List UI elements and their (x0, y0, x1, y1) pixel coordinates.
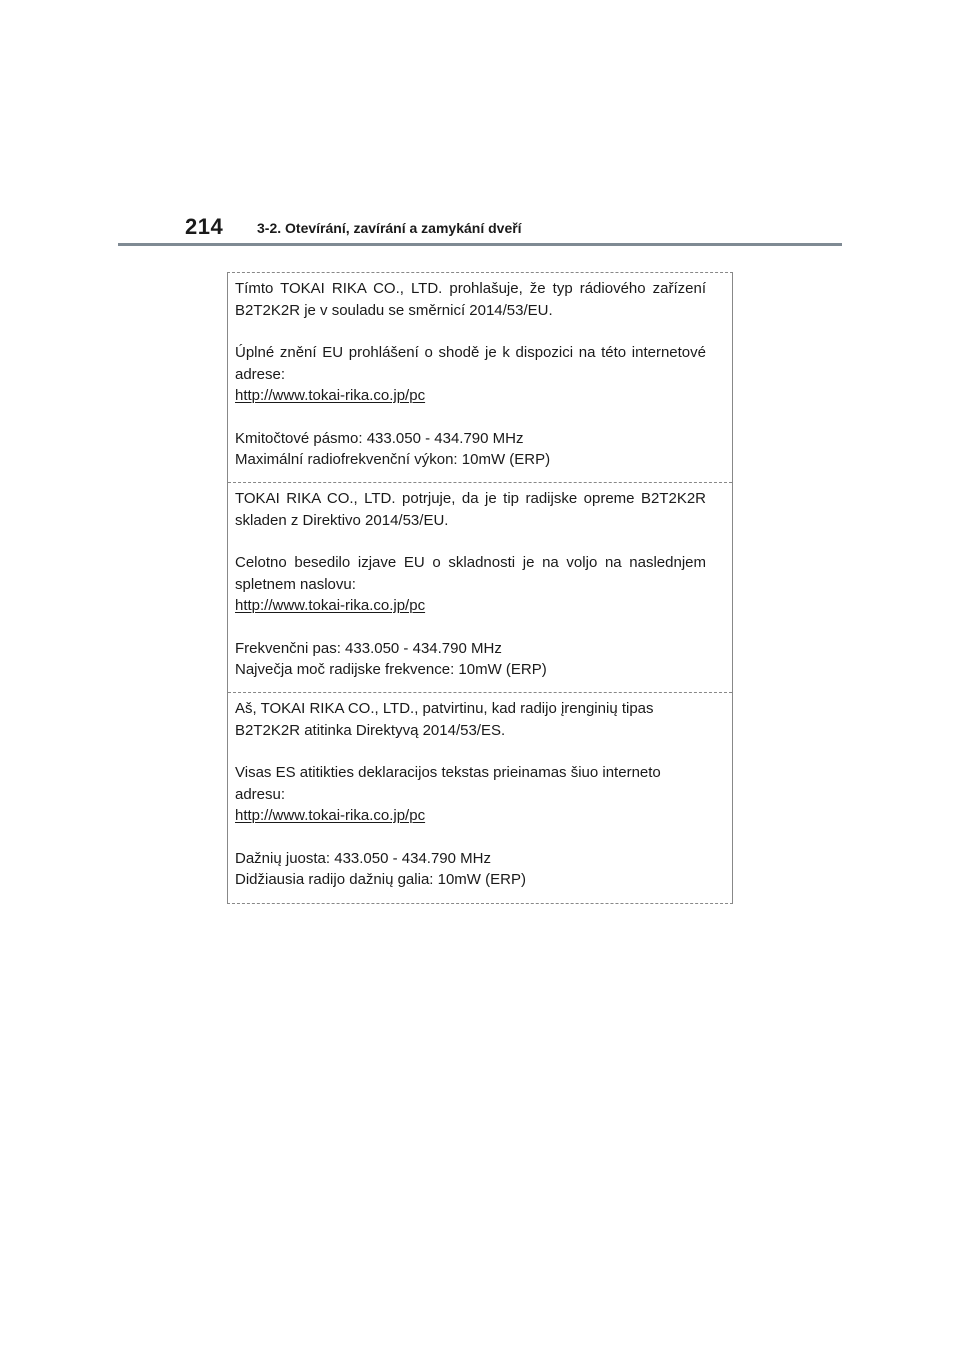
declaration-line: Tímto TOKAI RIKA CO., LTD. prohlašuje, že typ rádiového zařízení (235, 280, 706, 297)
max-power: Maximální radiofrekvenční výkon: 10mW (ERP) (235, 451, 551, 468)
spacer (235, 741, 706, 762)
declaration-line: TOKAI RIKA CO., LTD. potrjuje, da je tip radijske opreme B2T2K2R (235, 490, 706, 507)
declaration-line: B2T2K2R atitinka Direktyvą 2014/53/ES. (235, 721, 506, 739)
section-title: 3-2. Otevírání, zavírání a zamykání dveří (257, 220, 522, 236)
declaration-section-czech (228, 273, 732, 483)
max-power: Didžiausia radijo dažnių galia: 10mW (ERP) (235, 871, 526, 888)
full-text-line: adresu: (235, 785, 286, 803)
full-text-line: Visas ES atitikties deklaracijos tekstas prieinamas šiuo interneto (235, 764, 661, 781)
full-text-line: Celotno besedilo izjave EU o skladnosti je na voljo na naslednjem (235, 554, 706, 571)
frequency-band: Kmitočtové pásmo: 433.050 - 434.790 MHz (235, 429, 524, 447)
page-number: 214 (185, 214, 224, 239)
declaration-section-slovenian (228, 483, 732, 693)
spacer (235, 827, 706, 848)
declaration-box (227, 272, 733, 904)
declaration-url-link[interactable]: http://www.tokai-rika.co.jp/pc (235, 387, 426, 404)
spacer (235, 407, 706, 428)
declaration-line: Aš, TOKAI RIKA CO., LTD., patvirtinu, kad radijo įrenginių tipas (235, 700, 654, 717)
frequency-band: Frekvenčni pas: 433.050 - 434.790 MHz (235, 639, 502, 657)
full-text-line: Úplné znění EU prohlášení o shodě je k dispozici na této internetové (235, 344, 706, 361)
full-text-line: spletnem naslovu: (235, 575, 356, 593)
full-text-line: adrese: (235, 365, 286, 383)
declaration-url-link[interactable]: http://www.tokai-rika.co.jp/pc (235, 597, 426, 614)
spacer (235, 531, 706, 552)
max-power: Največja moč radijske frekvence: 10mW (ERP) (235, 661, 547, 678)
spacer (235, 617, 706, 638)
frequency-band: Dažnių juosta: 433.050 - 434.790 MHz (235, 849, 491, 867)
spacer (235, 321, 706, 342)
declaration-url-link[interactable]: http://www.tokai-rika.co.jp/pc (235, 807, 426, 824)
header-rule (118, 243, 842, 246)
declaration-line: B2T2K2R je v souladu se směrnicí 2014/53/EU. (235, 301, 553, 319)
declaration-section-lithuanian (228, 693, 732, 903)
declaration-line: skladen z Direktivo 2014/53/EU. (235, 511, 449, 529)
